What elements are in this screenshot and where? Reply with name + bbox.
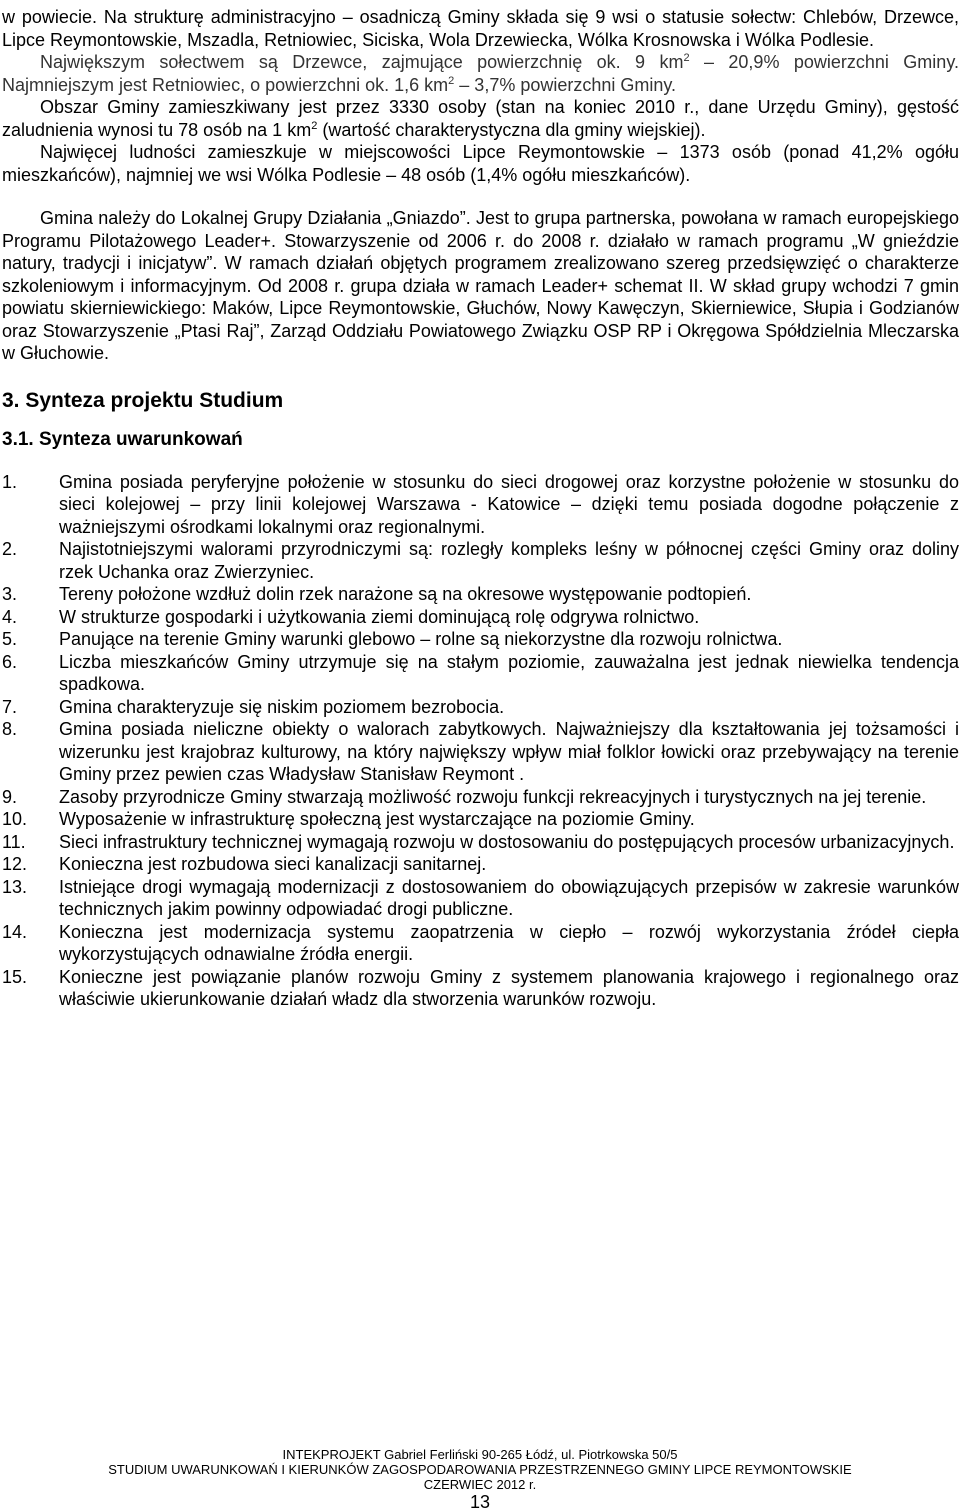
list-item-text: Panujące na terenie Gminy warunki glebowo – rolne są niekorzystne dla rozwoju rolnictwa. [59,629,783,649]
list-item-text: Wyposażenie w infrastrukturę społeczną jest wystarczające na poziomie Gminy. [59,809,695,829]
paragraph-administrative-structure: w powiecie. Na strukturę administracyjno – osadniczą Gminy składa się 9 wsi o statusie sołectw: Chlebów, Drzewce, Lipce Reymontowskie, Mszadla, Retniowiec, Siciska, Wola Drzewiecka, Wólka Krosnowska i Wólka Podlesie. [2,7,959,50]
list-item-number: 9. [2,786,18,807]
list-item-text: Konieczna jest modernizacja systemu zaopatrzenia w ciepło – rozwój wykorzystania źródeł ciepła wykorzystujących odnawialne źródła energii. [59,921,959,964]
list-item [2,696,959,719]
subsection-heading: 3.1. Synteza uwarunkowań [2,428,243,450]
list-item-text: Zasoby przyrodnicze Gminy stwarzają możliwość rozwoju funkcji rekreacyjnych i turystycznych na jej terenie. [59,786,927,807]
list-item [2,876,959,921]
list-item-number: 3. [2,584,18,604]
list-item-text: Gmina charakteryzuje się niskim poziomem bezrobocia. [59,696,505,717]
paragraph-sołectwa-area [2,51,959,96]
list-item-number: 1. [2,471,18,492]
list-item-text: Gmina posiada peryferyjne położenie w stosunku do sieci drogowej oraz korzystne położenie w stosunku do sieci kolejowej – przy linii kolejowej Warszawa - Katowice – dzięki temu posiada dogodne połączenie z ważniejszymi ośrodkami lokalnymi oraz regionalnymi. [59,471,959,537]
superscript-squared: 2 [311,119,318,132]
paragraph-population-distribution: Najwięcej ludności zamieszkuje w miejscowości Lipce Reymontowskie – 1373 osób (ponad 41,2% ogółu mieszkańców), najmniej we wsi Wólka Podlesie – 48 osób (1,4% ogółu mieszkańców). [2,142,959,185]
text-smallest-share: – 3,7% powierzchni Gminy. [454,74,677,95]
list-item-number: 12. [2,854,28,874]
text-population: Obszar Gminy zamieszkiwany jest przez 3330 osoby (stan na koniec 2010 r., dane Urzędu Gminy), gęstość zaludnienia wynosi tu 78 osób na 1 km [2,97,959,140]
list-item [2,538,959,583]
list-item-text: Gmina posiada nieliczne obiekty o walorach zabytkowych. Najważniejszy dla kształtowania jej tożsamości i wizerunku jest krajobraz kulturowy, na który największy wpływ miał folklor łowicki oraz przebywający na terenie Gminy przez pewien czas Władysław Stanisław Reymont . [59,719,959,784]
list-item-text: Tereny położone wzdłuż dolin rzek narażone są na okresowe występowanie podtopień. [59,584,752,604]
spacer [2,186,959,207]
list-item-number: 7. [2,696,18,717]
list-item [2,606,959,629]
footer-company: INTEKPROJEKT Gabriel Ferliński 90-265 Łódź, ul. Piotrkowska 50/5 [282,1447,678,1462]
list-item [2,831,959,854]
list-item-number: 5. [2,629,18,649]
list-item [2,651,959,696]
paragraph-population [2,96,959,141]
list-item-text: Sieci infrastruktury technicznej wymagają rozwoju w dostosowaniu do postępujących procesów urbanizacyjnych. [59,831,955,852]
list-item-number: 10. [2,809,28,829]
conditions-list [2,471,959,1011]
list-item-number: 6. [2,651,18,672]
list-item-text: W strukturze gospodarki i użytkowania ziemi dominującą rolę odgrywa rolnictwo. [59,606,700,627]
page-number: 13 [469,1492,491,1512]
list-item [2,808,959,831]
spacer [2,365,959,387]
list-item [2,718,959,786]
text-smallest-sołectwo: – 20,9% powierzchni Gminy. Najmniejszym jest Retniowiec, o powierzchni ok. 1,6 km [2,52,959,95]
text-density-note: (wartość charakterystyczna dla gminy wiejskiej). [317,119,706,140]
footer-date: CZERWIEC 2012 r. [423,1477,537,1492]
list-item-text: Konieczna jest rozbudowa sieci kanalizacji sanitarnej. [59,854,487,874]
section-heading: 3. Synteza projektu Studium [2,388,284,412]
list-item [2,921,959,966]
list-item-text: Liczba mieszkańców Gminy utrzymuje się na stałym poziomie, zauważalna jest jednak niewielka tendencja spadkowa. [59,651,959,694]
list-item-number: 4. [2,606,18,627]
paragraph-local-action-group: Gmina należy do Lokalnej Grupy Działania „Gniazdo”. Jest to grupa partnerska, powołana w ramach europejskiego Programu Pilotażowego Leader+. Stowarzyszenie od 2006 r. do 2008 r. działało w ramach programu „W gnieździe natury, tradycji i inicjatyw”. W ramach działań objętych programem zrealizowano szereg przedsięwzięć o charakterze szkoleniowym i informacyjnym. Od 2008 r. grupa działa w ramach Leader+ schemat II. W skład grupy wchodzi 7 gmin powiatu skierniewickiego: Maków, Lipce Reymontowskie, Głuchów, Nowy Kawęczyn, Skierniewice, Słupia i Godzianów oraz Stowarzyszenie „Ptasi Raj”, Zarząd Oddziału Powiatowego Związku OSP RP i Okręgowa Spółdzielnia Mleczarska w Głuchowie. [2,208,959,363]
list-item-text: Konieczne jest powiązanie planów rozwoju Gminy z systemem planowania krajowego i regionalnego oraz właściwie ukierunkowanie działań władz dla stworzenia warunków rozwoju. [59,966,959,1009]
page-footer [0,1447,960,1512]
body-content [2,6,959,1011]
spacer [2,453,959,471]
list-item [2,583,959,606]
list-item-number: 13. [2,876,28,897]
list-item-number: 2. [2,539,18,559]
list-item [2,786,959,809]
list-item-text: Najistotniejszymi walorami przyrodniczymi są: rozległy kompleks leśny w północnej części Gminy oraz doliny rzek Uchanka oraz Zwierzyniec. [59,539,959,582]
list-item [2,966,959,1011]
list-item-number: 15. [2,966,28,987]
text-largest-sołectwo: Największym sołectwem są Drzewce, zajmujące powierzchnię ok. 9 km [40,52,684,72]
list-item-text: Istniejące drogi wymagają modernizacji z dostosowaniem do obowiązujących przepisów w zakresie warunków technicznych jakim powinny odpowiadać drogi publiczne. [59,876,959,919]
list-item [2,471,959,539]
superscript-squared: 2 [683,52,690,64]
list-item-number: 11. [2,831,26,852]
list-item [2,628,959,651]
spacer [2,415,959,427]
list-item [2,853,959,876]
superscript-squared: 2 [448,74,455,87]
list-item-number: 14. [2,921,28,942]
list-item-number: 8. [2,719,18,739]
footer-document-title: STUDIUM UWARUNKOWAŃ I KIERUNKÓW ZAGOSPODAROWANIA PRZESTRZENNEGO GMINY LIPCE REYMONTOWSKIE [108,1462,852,1477]
